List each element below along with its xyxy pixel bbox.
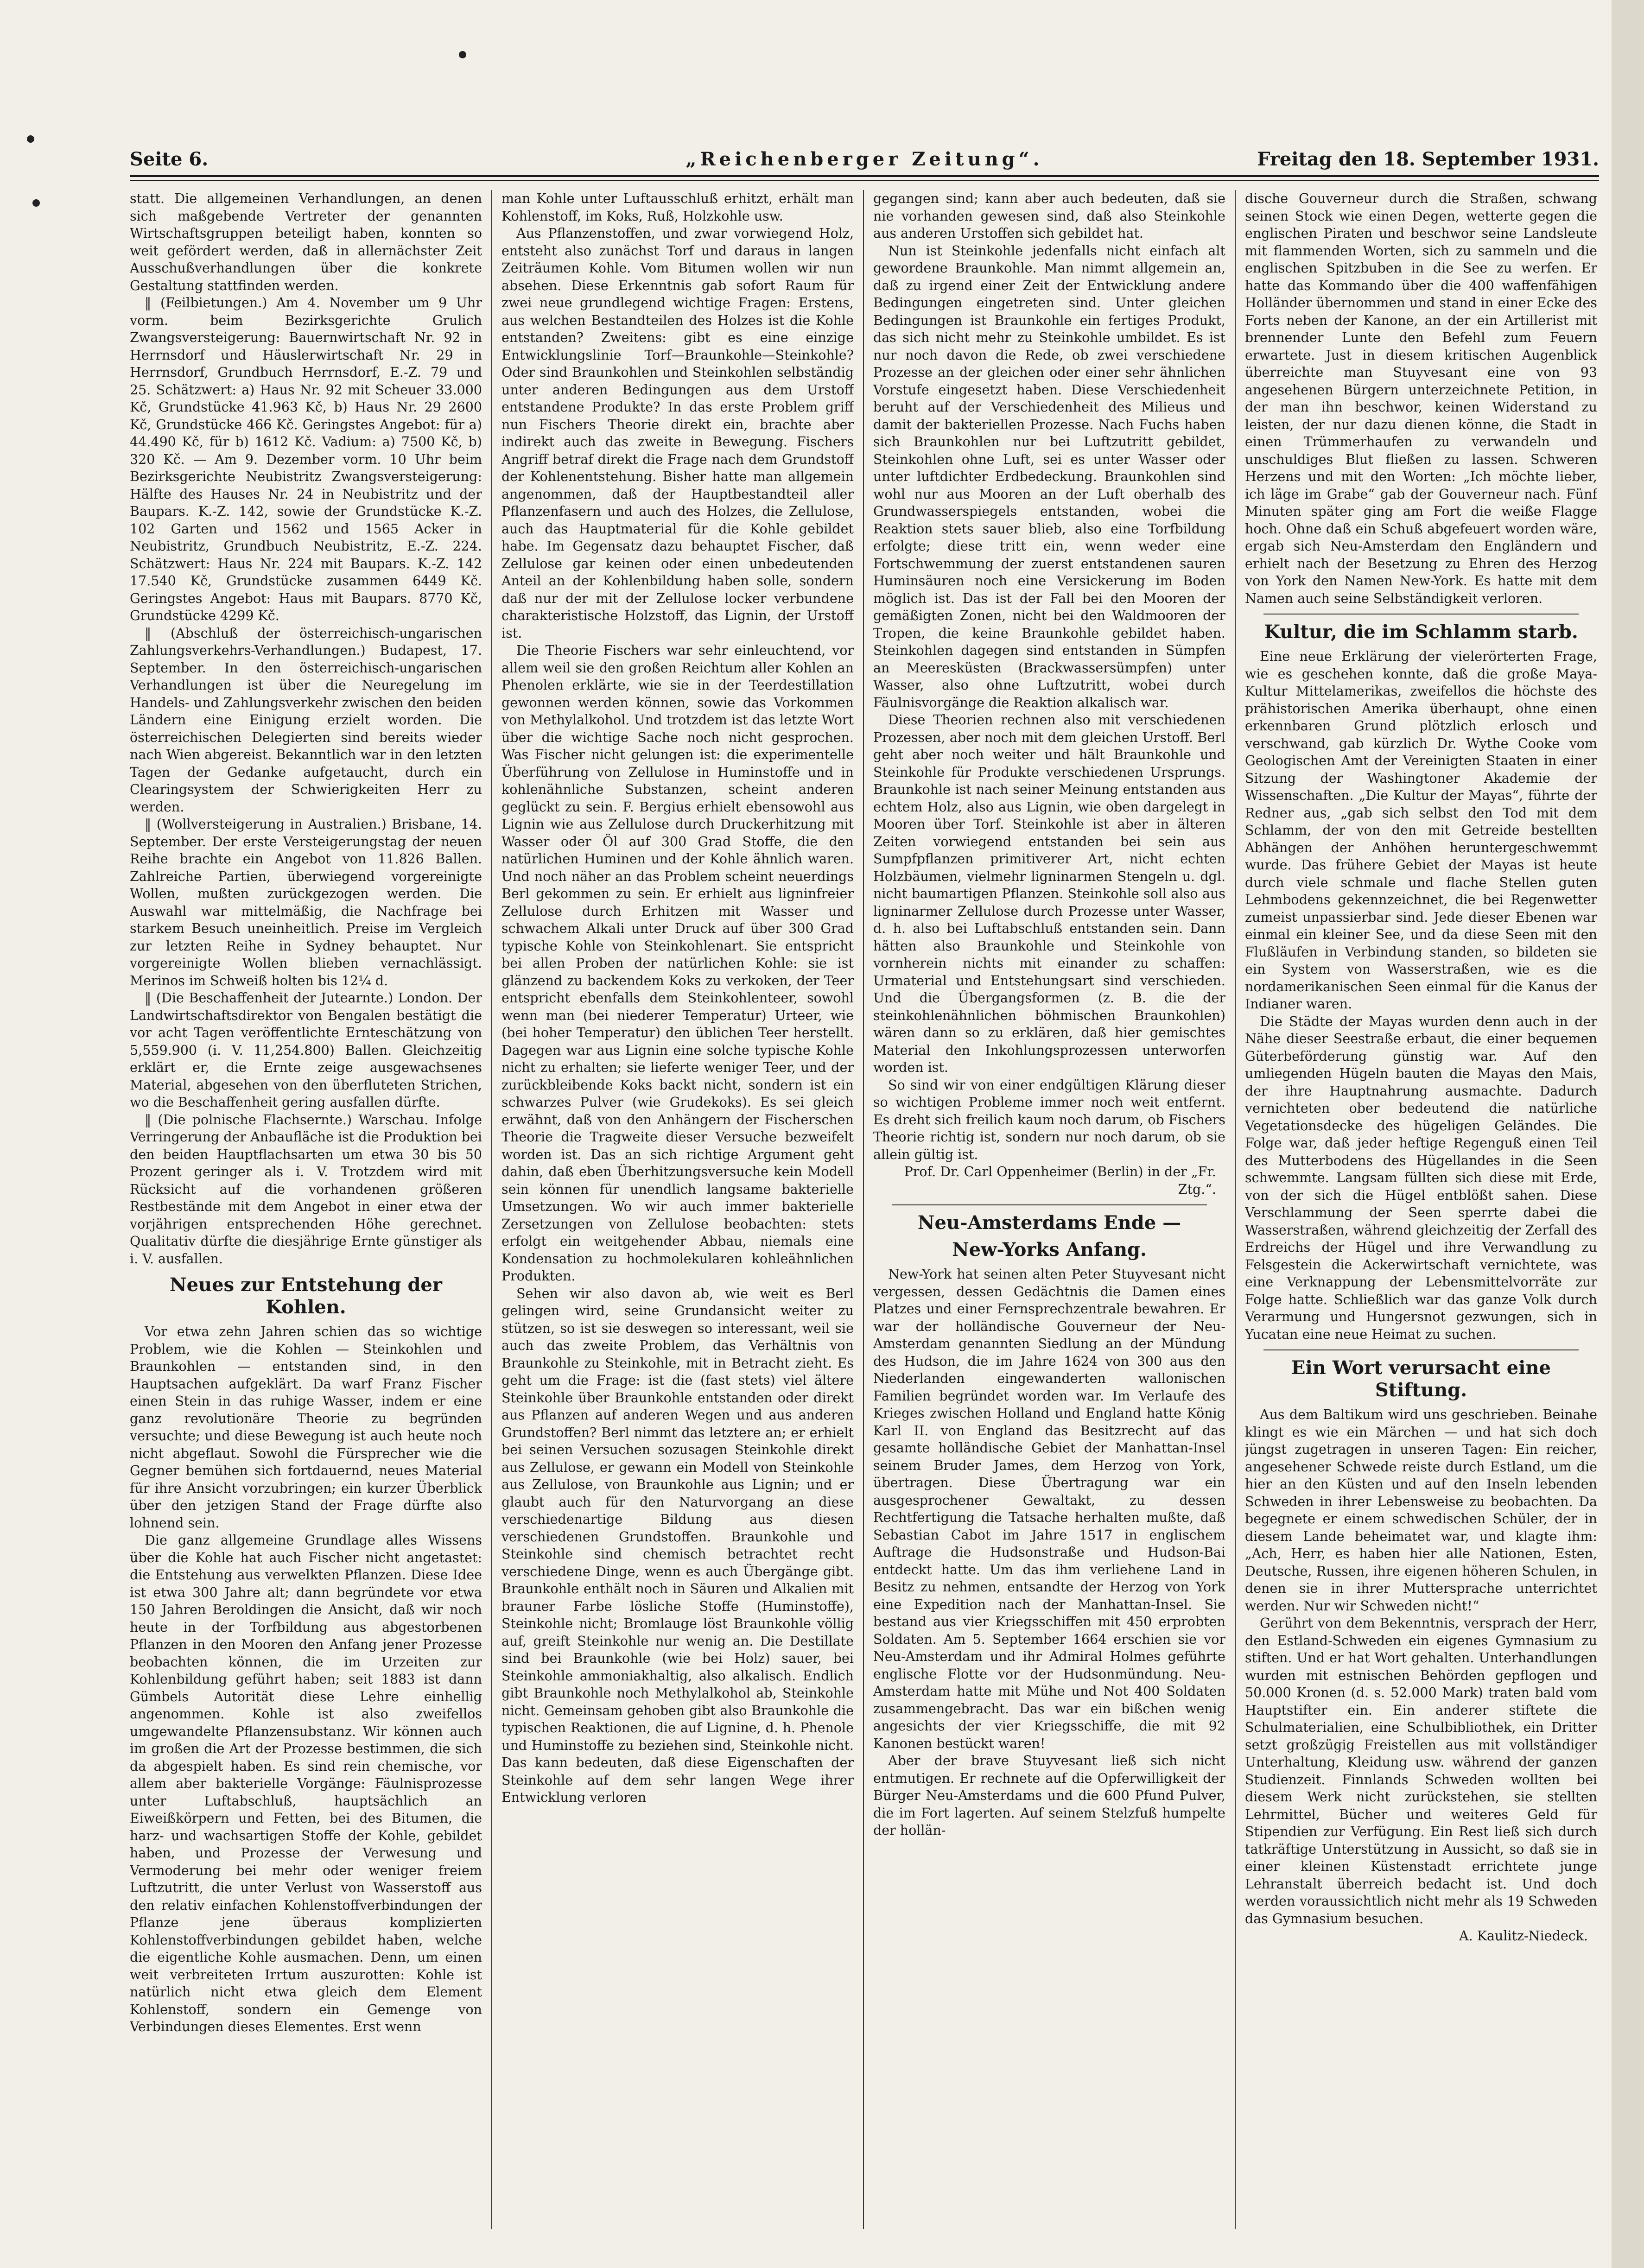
scan-hole: [27, 135, 34, 143]
article-heading-neu-amsterdam: Neu-Amsterdams Ende —: [917, 1212, 1181, 1234]
paragraph: Aber der brave Stuyvesant ließ sich nicht entmutigen. Er rechnete auf die Opferwilligkeit der Bürger Neu-Amsterdams und die 600 Pfund Pulver, die im Fort lagerten. Auf seinem Stelzfuß humpelte der hollän-: [873, 1753, 1225, 1838]
paragraph: statt. Die allgemeinen Verhandlungen, an denen sich maßgebende Vertreter der genannten Wirtschaftsgruppen beteiligt haben, konnten so weit gefördert werden, daß in allernächster Zeit Ausschußverhandlungen über die konkrete Gestaltung stattfinden werden.: [130, 191, 482, 293]
page-number: Seite 6.: [130, 148, 209, 170]
paragraph: Die ganz allgemeine Grundlage alles Wissens über die Kohle hat auch Fischer nicht angetastet: die Entstehung aus verwelkten Pflanzen. Diese Idee ist etwa 300 Jahre alt; dann begründete vor etwa 150 Jahren Beroldingen die Ansicht, daß wir noch heute in der Torfbildung aus abgestorbenen Pflanzen in den Mooren den Anfang jener Prozesse beobachten können, die im Urzeiten zur Kohlenbildung geführt haben; seit 1883 ist dann Gümbels Autorität diese Lehre einhellig angenommen. Kohle ist also zweifellos umgewandelte Pflanzensubstanz. Wir können auch im großen die Art der Prozesse bestimmen, die sich da abgespielt haben. Es sind rein chemische, vor allem aber bakterielle Vorgänge: Fäulnisprozesse unter Luftabschluß, hauptsächlich an Eiweißkörpern und Fetten, bei des Bitumen, die harz- und wachsartigen Stoffe der Kohle, gebildet haben, und Prozesse der Verwesung und Vermoderung bei mehr oder weniger freiem Luftzutritt, die unter Verlust von Wasserstoff aus den relativ einfachen Kohlenstoffverbindungen der Pflanze jene überaus komplizierten Kohlenstoffverbindungen gebildet haben, welche die eigentliche Kohle ausmachen. Denn, um einen weit verbreiteten Irrtum auszurotten: Kohle ist natürlich nicht etwa gleich dem Element Kohlenstoff, sondern ein Gemenge von Verbindungen dieses Elementes. Erst wenn: [130, 1533, 482, 2034]
paragraph: Aus dem Baltikum wird uns geschrieben. Beinahe klingt es wie ein Märchen — und hat sich doch jüngst zugetragen in unseren Tagen: Ein reicher, angesehener Schwede reiste durch Estland, um die hier an den Küsten und auf den Inseln lebenden Schweden in ihrer Lebensweise zu beobachten. Da begegnete er einem schwedischen Schüler, der in diesem Lande beheimatet war, und klagte ihm: „Ach, Herr, es haben hier alle Nationen, Esten, Deutsche, Russen, ihre eigenen höheren Schulen, in denen sie in ihrer Muttersprache unterrichtet werden. Nur wir Schweden nicht!“: [1245, 1407, 1597, 1614]
issue-date: Freitag den 18. September 1931.: [1257, 148, 1599, 170]
article-divider: [892, 1204, 1207, 1205]
column-divider: [1235, 190, 1236, 2229]
article-signature: Prof. Dr. Carl Oppenheimer (Berlin) in der „Fr. Ztg.“.: [904, 1164, 1216, 1197]
paragraph: gegangen sind; kann aber auch bedeuten, daß sie nie vorhanden gewesen sind, daß also Steinkohle aus anderen Urstoffen sich gebildet hat.: [873, 191, 1225, 241]
paragraph: Nun ist Steinkohle jedenfalls nicht einfach alt gewordene Braunkohle. Man nimmt allgemein an, daß zu irgend einer Zeit der Entwicklung andere Bedingungen eingetreten sind. Unter gleichen Bedingungen ist Braunkohle ein fertiges Produkt, das sich nicht mehr zu Steinkohle umbildet. Es ist nur noch davon die Rede, ob zwei verschiedene Prozesse an der gleichen oder einer sehr ähnlichen Vorstufe eingesetzt haben. Diese Verschiedenheit beruht auf der Verschiedenheit des Milieus und damit der bakteriellen Prozesse. Nach Fuchs haben sich Braunkohlen nur bei Luftzutritt gebildet, Steinkohlen ohne Luft, sei es unter Wasser oder unter luftdichter Erdbedeckung. Braunkohlen sind wohl nur aus Mooren an der Luft oberhalb des Grundwasserspiegels entstanden, wobei die Reaktion stets sauer blieb, also eine Torfbildung erfolgte; diese tritt ein, wenn weder eine Fortschwemmung der zuerst entstandenen sauren Huminsäuren noch eine Versickerung im Boden möglich ist. Das ist der Fall bei den Mooren der gemäßigten Zonen, nicht bei den Waldmooren der Tropen, die keine Braunkohle gebildet haben. Steinkohlen dagegen sind entstanden in Sümpfen an Meeresküsten (Brackwassersümpfen) unter Wasser, also ohne Luftzutritt, wobei durch Fäulnisvorgänge die Reaktion alkalisch war.: [873, 243, 1225, 710]
newspaper-page: [130, 139, 1599, 2252]
column-4: [1245, 190, 1597, 2248]
news-item-wollversteigerung: ‖ (Wollversteigerung in Australien.) Brisbane, 14. September. Der erste Versteigerungstag der neuen Reihe brachte ein Angebot von 11.826 Ballen. Zahlreiche Partien, überwiegend vorgereinigte Wollen, mußten zurückgezogen werden. Die Auswahl war mittelmäßig, die Nachfrage bei starkem Besuch uneinheitlich. Preise im Vergleich zur letzten Reihe in Sydney behauptet. Nur vorgereinigte Wollen blieben vernachlässigt. Merinos im Schweiß holten bis 12¼ d.: [130, 817, 482, 988]
paragraph: man Kohle unter Luftausschluß erhitzt, erhält man Kohlenstoff, im Koks, Ruß, Holzkohle usw.: [501, 191, 854, 224]
paragraph: Vor etwa zehn Jahren schien das so wichtige Problem, wie die Kohlen — Steinkohlen und Braunkohlen — entstanden sind, in den Hauptsachen aufgeklärt. Da warf Franz Fischer einen Stein in das ruhige Wasser, indem er eine ganz revolutionäre Theorie zu begründen versuchte; und diese Bewegung ist auch heute noch nicht abgeflaut. Sowohl die Fürsprecher wie die Gegner bemühen sich fortdauernd, neues Material für ihre Ansicht vorzubringen; ein kurzer Überblick über den jetzigen Stand der Frage dürfte also lohnend sein.: [130, 1324, 482, 1531]
header-rule-thin: [130, 180, 1599, 181]
article-divider: [1263, 1349, 1579, 1350]
paragraph: Sehen wir also davon ab, wie weit es Berl gelingen wird, seine Grundansicht weiter zu stützen, so ist sie deswegen so interessant, weil sie auch das zweite Problem, das Verhältnis von Braunkohle zu Steinkohle, mit in Betracht zieht. Es geht um die Frage: ist die (fast stets) viel ältere Steinkohle über Braunkohle entstanden oder direkt aus Pflanzen auf anderen Wegen und aus anderen Grundstoffen? Berl nimmt das letztere an; er erhielt bei seinen Versuchen sozusagen Steinkohle direkt aus Zellulose, er gewann ein Modell von Steinkohle aus Zellulose, von Braunkohle aus Lignin; und er glaubt auch für den Naturvorgang an diese verschiedenartige Bildung aus diesen verschiedenen Grundstoffen. Braunkohle und Steinkohle sind chemisch betrachtet recht verschiedene Dinge, wenn es auch Übergänge gibt. Braunkohle enthält noch in Säuren und Alkalien mit brauner Farbe lösliche Stoffe (Huminstoffe), Steinkohle nicht; Bromlauge löst Braunkohle völlig auf, greift Steinkohle nur wenig an. Die Destillate sind bei Braunkohle (wie bei Holz) sauer, bei Steinkohle ammoniakhaltig, also alkalisch. Endlich gibt Braunkohle noch Methylalkohol ab, Steinkohle nicht. Gemeinsam gehoben gibt also Braunkohle die typischen Reaktionen, die auf Lignine, d. h. Phenole und Huminstoffe zu beziehen sind, Steinkohle nicht. Das kann bedeuten, daß diese Eigenschaften der Steinkohle auf dem sehr langen Wege ihrer Entwicklung verloren: [501, 1286, 854, 1805]
paragraph: Diese Theorien rechnen also mit verschiedenen Prozessen, aber noch mit dem gleichen Urstoff. Berl geht aber noch weiter und hält Braunkohle und Steinkohle für Produkte verschiedenen Ursprungs. Braunkohle ist nach seiner Meinung entstanden aus echtem Holz, also aus Lignin, wie oben dargelegt in Mooren über Torf. Steinkohle ist aber in älteren Zeiten vorwiegend entstanden bei sein aus Sumpfpflanzen primitiverer Art, nicht echten Holzbäumen, vielmehr ligninarmen Stengeln u. dgl. nicht baumartigen Pflanzen. Steinkohle soll also aus ligninarmer Zellulose durch Prozesse unter Wasser, d. h. also bei Luftabschluß entstanden sein. Dann hätten also Braunkohle und Steinkohle von vornherein nichts mit einander zu schaffen: Urmaterial und Entstehungsart sind verschieden. Und die Übergangsformen (z. B. die der steinkohlenähnlichen böhmischen Braunkohlen) wären dann so zu erklären, daß hier gemischtes Material den Inkohlungsprozessen unterworfen worden ist.: [873, 712, 1225, 1075]
paragraph: Aus Pflanzenstoffen, und zwar vorwiegend Holz, entsteht also zunächst Torf und daraus in langen Zeiträumen Kohle. Vom Bitumen wollen wir nun absehen. Diese Erkenntnis gab sofort Raum für zwei neue grundlegend wichtige Fragen: Erstens, aus welchen Bestandteilen des Holzes ist die Kohle entstanden? Zweitens: gibt es eine einzige Entwicklungslinie Torf—Braunkohle—Steinkohle? Oder sind Braunkohlen und Steinkohlen selbständig unter anderen Bedingungen aus dem Urstoff entstandene Produkte? In das erste Problem griff nun Fischers Theorie direkt ein, brachte aber indirekt auch das zweite in Bewegung. Fischers Angriff betraf direkt die Frage nach dem Grundstoff der Kohlenentstehung. Bisher hatte man allgemein angenommen, daß der Hauptbestandteil aller Pflanzenfasern und auch des Holzes, die Zellulose, auch das Hauptmaterial für die Kohle gebildet habe. Im Gegensatz dazu behauptet Fischer, daß Zellulose gar keinen oder einen unbedeutenden Anteil an der Kohlenbildung haben solle, sondern daß nur der mit der Zellulose locker verbundene charakteristische Holzstoff, das Lignin, der Urstoff ist.: [501, 226, 854, 641]
article-heading-kohlen: Neues zur Entstehung der Kohlen.: [170, 1274, 442, 1318]
article-divider: [1263, 614, 1579, 615]
article-heading-kultur: Kultur, die im Schlamm starb.: [1264, 621, 1578, 643]
news-item-flachsernte: ‖ (Die polnische Flachsernte.) Warschau. Infolge Verringerung der Anbaufläche ist die Produktion bei den beiden Hauptflachsarten um etwa 30 bis 50 Prozent geringer als i. V. Trotzdem wird mit Rücksicht auf die vorhandenen größeren Restbestände mit dem Angebot in einer etwa der vorjährigen entsprechenden Höhe gerechnet. Qualitativ dürfte die diesjährige Ernte günstiger als i. V. ausfallen.: [130, 1112, 482, 1267]
paragraph: Die Theorie Fischers war sehr einleuchtend, vor allem weil sie den großen Reichtum aller Kohlen an Phenolen erklärte, wie sie in der Teerdestillation gewonnen werden können, sowie das Vorkommen von Methylalkohol. Und trotzdem ist das letzte Wort über die wichtige Sache noch nicht gesprochen. Was Fischer nicht gelungen ist: die experimentelle Überführung von Zellulose in Huminstoffe und in kohlenähnliche Substanzen, scheint anderen geglückt zu sein. F. Bergius erhielt ebensowohl aus Lignin wie aus Zellulose durch Druckerhitzung mit Wasser oder Öl auf 300 Grad Stoffe, die den natürlichen Huminen und der Kohle ähnlich waren. Und noch näher an das Problem scheint neuerdings Berl gekommen zu sein. Er erhielt aus ligninfreier Zellulose durch Erhitzen mit Wasser und schwachem Alkali unter Druck auf über 300 Grad typische Kohle von Steinkohlenart. Sie entspricht bei allen Proben der natürlichen Kohle: sie ist glänzend zu backendem Koks zu verkoken, der Teer entspricht ebenfalls dem Steinkohlenteer, sowohl wenn man (bei niederer Temperatur) Urteer, wie (bei hoher Temperatur) den üblichen Teer herstellt. Dagegen war aus Lignin eine solche typische Kohle nicht zu erhalten; sie lieferte weniger Teer, und der zurückbleibende Koks backt nicht, sondern ist ein schwarzes Pulver (wie Grudekoks). Es sei gleich erwähnt, daß von den Anhängern der Fischerschen Theorie die Tragweite dieser Versuche bezweifelt worden ist. Das an sich richtige Argument geht dahin, daß eben Überhitzungsversuche kein Modell sein können für unendlich langsame bakterielle Umsetzungen. Wo wir auch immer bakterielle Zersetzungen von Zellulose beobachten: stets erfolgt ein weitgehender Abbau, niemals eine Kondensation zu hochmolekularen kohleähnlichen Produkten.: [501, 643, 854, 1284]
scan-hole: [32, 199, 40, 207]
paragraph: dische Gouverneur durch die Straßen, schwang seinen Stock wie einen Degen, wetterte gegen die englischen Piraten und beschwor seine Landsleute mit flammenden Worten, sich zu sammeln und die englischen Spitzbuben in die See zu werfen. Er hatte das Kommando über die 400 waffenfähigen Holländer übernommen und stand in einer Ecke des Forts neben der Kanone, an der ein Artillerist mit brennender Lunte den Befehl zum Feuern erwartete. Just in diesem kritischen Augenblick überreichte man Stuyvesant eine von 93 angesehenen Bürgern unterzeichnete Petition, in der man ihn beschwor, keinen Widerstand zu leisten, der nur dazu dienen könne, die Stadt in einen Trümmerhaufen zu verwandeln und unschuldiges Blut fließen zu lassen. Schweren Herzens und mit den Worten: „Ich möchte lieber, ich läge im Grabe“ gab der Gouverneur nach. Fünf Minuten später ging am Fort die weiße Flagge hoch. Ohne daß ein Schuß abgefeuert worden wäre, ergab sich Neu-Amsterdam den Engländern und erhielt nach der Besetzung zu Ehren des Herzog von York den Namen New-York. Es hatte mit dem Namen auch seine Selbständigkeit verloren.: [1245, 191, 1597, 606]
paragraph: Die Städte der Mayas wurden denn auch in der Nähe dieser Seestraße erbaut, die einer bequemen Güterbeförderung günstig war. Auf den umliegenden Hügeln bauten die Mayas den Mais, der ihre Hauptnahrung ausmachte. Dadurch vernichteten ober bedeutend die natürliche Vegetationsdecke des hügeligen Geländes. Die Folge war, daß jeder heftige Regenguß einen Teil des Mutterbodens des Hügellandes in die Seen schwemmte. Langsam füllten sich diese mit Erde, von der sich die Hügel entblößt sahen. Diese Verschlammung der Seen sperrte dabei die Wasserstraßen, während gleichzeitig der Zerfall des Erdreichs der Hügel und ihre Verwandlung zu Felsgestein die Ackerwirtschaft vernichtete, was eine Verknappung der Lebensmittelvorräte zur Folge hatte. Schließlich war das ganze Volk durch Verarmung und Hungersnot gezwungen, sich in Yucatan eine neue Heimat zu suchen.: [1245, 1014, 1597, 1342]
scan-paper-edge: [1612, 0, 1644, 2268]
scan-speck: [459, 51, 466, 58]
paragraph: Eine neue Erklärung der vielerörterten Frage, wie es geschehen konnte, daß die große Maya-Kultur Mittelamerikas, zweifellos die höchste des prähistorischen Amerika überhaupt, ohne einen erkennbaren Grund plötzlich erlosch und verschwand, gab kürzlich Dr. Wythe Cooke vom Geologischen Amt der Vereinigten Staaten in einer Sitzung der Washingtoner Akademie der Wissenschaften. „Die Kultur der Mayas“, führte der Redner aus, „gab sich selbst den Tod mit dem Schlamm, der von den mit Getreide bestellten Abhängen der Anhöhen heruntergeschwemmt wurde. Das frühere Gebiet der Mayas ist heute durch viele schmale und flache Stellen guten Lehmbodens gekennzeichnet, die bei Regenwetter zumeist unpassierbar sind. Jede dieser Ebenen war einmal ein kleiner See, und da diese Seen mit den Flußläufen in Verbindung standen, so bildeten sie ein System von Wasserstraßen, wie es die nordamerikanischen Seen einmal für die Kanus der Indianer waren.: [1245, 649, 1597, 1012]
paragraph: New-York hat seinen alten Peter Stuyvesant nicht vergessen, dessen Gedächtnis die Damen eines Platzes und einer Fernsprechzentrale bewahren. Er war der holländische Gouverneur der Neu-Amsterdam genannten Siedlung an der Mündung des Hudson, die im Jahre 1624 von 300 aus den Niederlanden eingewanderten wallonischen Familien begründet worden war. Im Verlaufe des Krieges zwischen Holland und England hatte König Karl II. von England das Besitzrecht auf das gesamte holländische Gebiet der Manhattan-Insel seinem Bruder James, dem Herzog von York, übertragen. Diese Übertragung war ein ausgesprochener Gewaltakt, zu dessen Rechtfertigung die Tatsache herhalten mußte, daß Sebastian Cabot im Jahre 1517 in englischem Auftrage die Hudsonstraße und Hudson-Bai entdeckt hatte. Um das ihm verliehene Land in Besitz zu nehmen, entsandte der Herzog von York eine Expedition nach der Manhattan-Insel. Sie bestand aus vier Kriegsschiffen mit 450 erprobten Soldaten. Am 5. September 1664 erschien sie vor Neu-Amsterdam und ihr Admiral Holmes geführte englische Flotte vor der Hudsonmündung. Neu-Amsterdam hatte mit Mühe und Not 400 Soldaten zusammengebracht. Das war ein bißchen wenig angesichts der vier Kriegsschiffe, die mit 92 Kanonen bestückt waren!: [873, 1267, 1225, 1751]
column-1: [130, 190, 482, 2248]
page-header: [130, 148, 1599, 176]
newspaper-title: „Reichenberger Zeitung“.: [686, 148, 1043, 170]
news-item-feilbietungen: ‖ (Feilbietungen.) Am 4. November um 9 Uhr vorm. beim Bezirksgerichte Grulich Zwangsversteigerung: Bauernwirtschaft Nr. 92 in Herrnsdorf und Häuslerwirtschaft Nr. 29 in Herrnsdorf, Grundbuch Herrnsdorf, E.-Z. 79 und 25. Schätzwert: a) Haus Nr. 92 mit Scheuer 33.000 Kč, Grundstücke 41.963 Kč, b) Haus Nr. 29 2600 Kč, Grundstücke 466 Kč. Geringstes Angebot: für a) 44.490 Kč, für b) 1612 Kč. Vadium: a) 7500 Kč, b) 320 Kč. — Am 9. Dezember vorm. 10 Uhr beim Bezirksgerichte Neubistritz Zwangsversteigerung: Hälfte des Hauses Nr. 24 in Neubistritz und der Baupars. K.-Z. 142, sowie der Grundstücke K.-Z. 102 Garten und 1562 und 1565 Acker in Neubistritz, Grundbuch Neubistritz, E.-Z. 224. Schätzwert: Haus Nr. 224 mit Baupars. K.-Z. 142 17.540 Kč, Grundstücke zusammen 6449 Kč. Geringstes Angebot: Haus mit Baupars. 8770 Kč, Grundstücke 4299 Kč.: [130, 295, 482, 623]
article-subheading-new-york: New-Yorks Anfang.: [952, 1239, 1147, 1261]
column-divider: [491, 190, 492, 2229]
article-signature: A. Kaulitz-Niedeck.: [1459, 1928, 1588, 1944]
header-rule: [130, 175, 1599, 177]
news-item-jutearnte: ‖ (Die Beschaffenheit der Jutearnte.) London. Der Landwirtschaftsdirektor von Bengalen bestätigt die vor acht Tagen veröffentlichte Ernteschätzung von 5,559.900 (i. V. 11,254.800) Ballen. Gleichzeitig erklärt er, die Ernte zeige ausgewachsenes Material, abgesehen von den überfluteten Strichen, wo die Beschaffenheit gering ausfallen dürfte.: [130, 990, 482, 1110]
news-item-zahlungsverkehr: ‖ (Abschluß der österreichisch-ungarischen Zahlungsverkehrs-Verhandlungen.) Budapest, 17. September. In den österreichisch-ungarischen Verhandlungen ist über die Neuregelung im Handels- und Zahlungsverkehr zwischen den beiden Ländern eine Einigung erzielt worden. Die österreichischen Delegierten sind bereits wieder nach Wien abgereist. Bekanntlich war in den letzten Tagen der Gedanke aufgetaucht, durch ein Clearingsystem der Schwierigkeiten Herr zu werden.: [130, 625, 482, 815]
paragraph: Gerührt von dem Bekenntnis, versprach der Herr, den Estland-Schweden ein eigenes Gymnasium zu stiften. Und er hat Wort gehalten. Unterhandlungen wurden mit estnischen Behörden gepflogen und 50.000 Kronen (d. s. 52.000 Mark) traten bald vom Hauptstifter ein. Ein anderer stiftete die Schulmaterialien, eine Schulbibliothek, ein Dritter setzt großzügig Freistellen aus mit vollständiger Unterhaltung, Kleidung usw. während der ganzen Studienzeit. Finnlands Schweden wollten bei diesem Werk nicht zurückstehen, sie stellten Lehrmittel, Bücher und weiteres Geld für Stipendien zur Verfügung. Ein Rest ließ sich durch tatkräftige Unterstützung in Aussicht, so daß sie in einer kleinen Küstenstadt errichtete junge Lehranstalt überreich bedacht ist. Und doch werden voraussichtlich nicht mehr als 19 Schweden das Gymnasium besuchen.: [1245, 1615, 1597, 1926]
article-heading-stiftung: Ein Wort verursacht eine Stiftung.: [1291, 1357, 1551, 1401]
column-divider: [863, 190, 864, 2229]
column-2: [501, 190, 854, 2248]
column-3: [873, 190, 1225, 2248]
article-columns: [130, 190, 1599, 2248]
paragraph: So sind wir von einer endgültigen Klärung dieser so wichtigen Probleme immer noch weit entfernt. Es dreht sich freilich kaum noch darum, ob Fischers Theorie richtig ist, sondern nur noch darum, ob sie allein gültig ist.: [873, 1077, 1225, 1162]
